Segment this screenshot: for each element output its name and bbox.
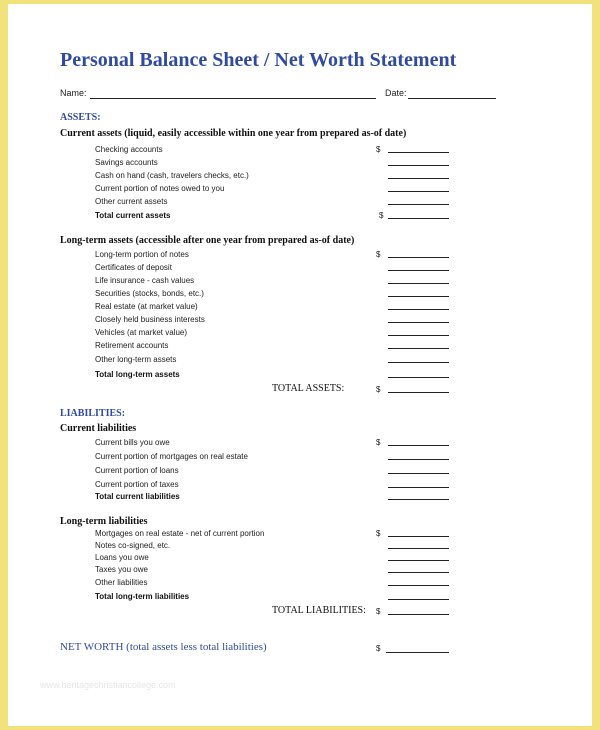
amount-field[interactable] <box>388 322 449 323</box>
list-item: Retirement accounts <box>95 341 169 350</box>
amount-field[interactable] <box>388 548 449 549</box>
name-field[interactable] <box>90 98 376 99</box>
dollar-sign: $ <box>379 211 384 220</box>
amount-field[interactable] <box>388 585 449 586</box>
dollar-sign: $ <box>376 529 381 538</box>
total-current-liabilities-label: Total current liabilities <box>95 492 180 501</box>
amount-field[interactable] <box>388 536 449 537</box>
dollar-sign: $ <box>376 250 381 259</box>
amount-field[interactable] <box>388 309 449 310</box>
list-item: Life insurance - cash values <box>95 276 195 285</box>
dollar-sign: $ <box>376 385 381 394</box>
name-label: Name: <box>60 88 87 98</box>
list-item: Notes co-signed, etc. <box>95 541 171 550</box>
total-assets-label: TOTAL ASSETS: <box>272 383 345 394</box>
list-item: Current portion of taxes <box>95 480 179 489</box>
watermark: www.heritagechristiancollege.com <box>40 680 176 690</box>
date-label: Date: <box>385 88 407 98</box>
total-longterm-liabilities-label: Total long-term liabilities <box>95 592 190 601</box>
total-longterm-assets-label: Total long-term assets <box>95 370 180 379</box>
amount-field[interactable] <box>388 178 449 179</box>
date-field[interactable] <box>408 98 496 99</box>
list-item: Current portion of mortgages on real estate <box>95 452 248 461</box>
list-item: Long-term portion of notes <box>95 250 189 259</box>
list-item: Mortgages on real estate - net of current portion <box>95 529 265 538</box>
current-assets-heading: Current assets (liquid, easily accessible within one year from prepared as-of date) <box>60 128 407 139</box>
amount-field[interactable] <box>388 499 449 500</box>
amount-field[interactable] <box>388 362 449 363</box>
amount-field[interactable] <box>388 473 449 474</box>
amount-field[interactable] <box>388 614 449 615</box>
list-item: Securities (stocks, bonds, etc.) <box>95 289 204 298</box>
net-worth-label: NET WORTH (total assets less total liabilities) <box>60 641 267 653</box>
amount-field[interactable] <box>388 459 449 460</box>
document-page <box>8 4 592 726</box>
list-item: Savings accounts <box>95 158 158 167</box>
amount-field[interactable] <box>388 191 449 192</box>
assets-heading: ASSETS: <box>60 112 101 123</box>
current-liabilities-heading: Current liabilities <box>60 423 137 434</box>
list-item: Checking accounts <box>95 145 163 154</box>
amount-field[interactable] <box>388 572 449 573</box>
page-title: Personal Balance Sheet / Net Worth Statement <box>60 49 457 71</box>
list-item: Vehicles (at market value) <box>95 328 188 337</box>
net-worth-field[interactable] <box>386 652 449 653</box>
amount-field[interactable] <box>388 270 449 271</box>
total-liabilities-label: TOTAL LIABILITIES: <box>272 605 366 616</box>
amount-field[interactable] <box>388 445 449 446</box>
dollar-sign: $ <box>376 644 381 653</box>
amount-field[interactable] <box>388 487 449 488</box>
amount-field[interactable] <box>388 165 449 166</box>
list-item: Closely held business interests <box>95 315 205 324</box>
list-item: Loans you owe <box>95 553 149 562</box>
amount-field[interactable] <box>388 599 449 600</box>
liabilities-heading: LIABILITIES: <box>60 408 126 419</box>
list-item: Current bills you owe <box>95 438 170 447</box>
amount-field[interactable] <box>388 257 449 258</box>
amount-field[interactable] <box>388 348 449 349</box>
list-item: Other current assets <box>95 197 168 206</box>
list-item: Real estate (at market value) <box>95 302 198 311</box>
dollar-sign: $ <box>376 438 381 447</box>
amount-field[interactable] <box>388 377 449 378</box>
dollar-sign: $ <box>376 607 381 616</box>
longterm-liabilities-heading: Long-term liabilities <box>60 516 148 527</box>
list-item: Other liabilities <box>95 578 148 587</box>
list-item: Cash on hand (cash, travelers checks, etc.) <box>95 171 249 180</box>
dollar-sign: $ <box>376 145 381 154</box>
amount-field[interactable] <box>388 152 449 153</box>
amount-field[interactable] <box>388 204 449 205</box>
list-item: Current portion of notes owed to you <box>95 184 225 193</box>
list-item: Other long-term assets <box>95 355 177 364</box>
list-item: Certificates of deposit <box>95 263 172 272</box>
list-item: Taxes you owe <box>95 565 148 574</box>
amount-field[interactable] <box>388 218 449 219</box>
amount-field[interactable] <box>388 560 449 561</box>
amount-field[interactable] <box>388 283 449 284</box>
amount-field[interactable] <box>388 335 449 336</box>
total-current-assets-label: Total current assets <box>95 211 171 220</box>
amount-field[interactable] <box>388 392 449 393</box>
amount-field[interactable] <box>388 296 449 297</box>
longterm-assets-heading: Long-term assets (accessible after one year from prepared as-of date) <box>60 235 355 246</box>
list-item: Current portion of loans <box>95 466 179 475</box>
